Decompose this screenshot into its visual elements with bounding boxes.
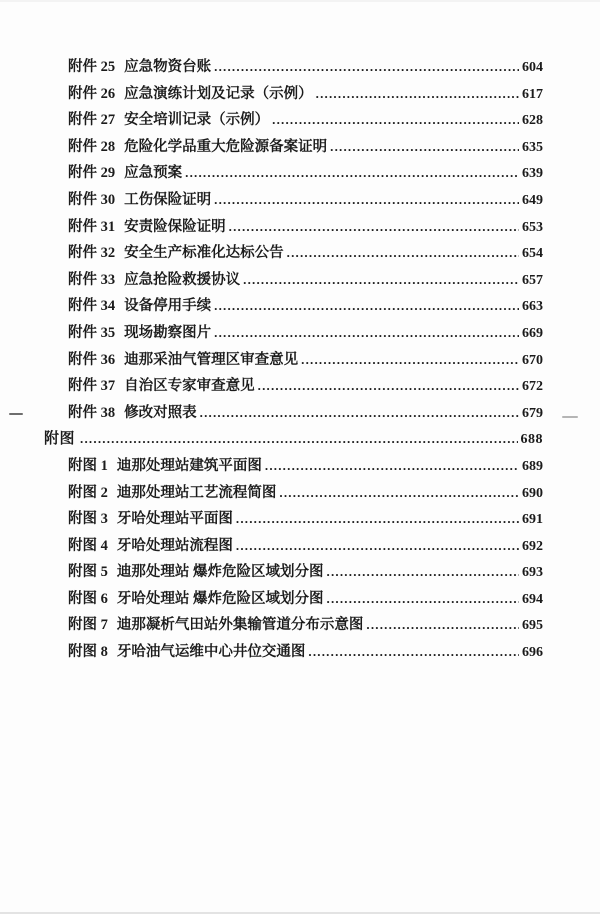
toc-entry-label: 附图 3 [68, 511, 108, 528]
toc-entry-label: 附件 35 [68, 324, 116, 341]
toc-entry-title: 安全培训记录（示例） [124, 112, 270, 129]
toc-entry-page: 639 [522, 166, 543, 182]
toc-entry [0, 586, 600, 613]
toc-entry-label: 附图 4 [68, 537, 108, 554]
toc-dot-leader [214, 293, 519, 320]
toc-entry [0, 453, 600, 480]
toc-entry [0, 81, 600, 108]
toc-entry-page: 669 [522, 325, 543, 341]
toc-entry [0, 480, 600, 507]
toc-entry [0, 533, 600, 560]
toc-entry-title: 危险化学品重大危险源备案证明 [124, 138, 328, 155]
toc-dot-leader [243, 267, 519, 294]
toc-entry-label: 附图 2 [68, 484, 108, 501]
toc-entry-page: 663 [522, 299, 543, 315]
toc-entry-label: 附件 32 [68, 245, 116, 262]
toc-entry [0, 134, 600, 161]
right-margin-scan-mark [562, 416, 578, 418]
toc-dot-leader [287, 240, 519, 267]
toc-entry-label: 附图 6 [68, 590, 108, 607]
toc-entry-page: 691 [522, 512, 543, 528]
toc-entry-label: 附图 8 [68, 644, 108, 661]
toc-entry-label: 附图 1 [68, 457, 108, 474]
toc-entry-page: 653 [522, 219, 543, 235]
toc-entry-label: 附件 30 [68, 191, 116, 208]
toc-entry-page: 628 [522, 113, 543, 129]
toc-entry-page: 679 [522, 405, 543, 421]
toc-dot-leader [236, 506, 519, 533]
toc-entry-label: 附件 34 [68, 298, 116, 315]
toc-entry [0, 559, 600, 586]
toc-entry-title: 安责险保险证明 [124, 218, 226, 235]
toc-entry-title: 现场勘察图片 [124, 324, 212, 341]
toc-dot-leader [185, 160, 519, 187]
toc-entry-label: 附件 27 [68, 112, 116, 129]
toc-entry-page: 654 [522, 246, 543, 262]
toc-dot-leader [327, 559, 520, 586]
toc-entry-title: 迪那处理站建筑平面图 [116, 457, 262, 474]
toc-entry [0, 187, 600, 214]
toc-entry-title: 应急物资台账 [124, 59, 212, 75]
toc-entry-label: 附件 31 [68, 218, 116, 235]
toc-entry-title: 应急演练计划及记录（示例） [124, 85, 313, 102]
toc-entry-title: 迪那凝析气田站外集输管道分布示意图 [116, 617, 364, 634]
toc-dot-leader [366, 612, 519, 639]
toc-entry [0, 267, 600, 294]
toc-entry [0, 347, 600, 374]
toc-entry-page: 617 [522, 86, 543, 102]
toc-dot-leader [330, 134, 519, 161]
toc-entry-title: 工伤保险证明 [124, 191, 212, 208]
toc-dot-leader [316, 81, 519, 108]
toc-entry-label: 附图 [44, 431, 76, 448]
toc-entry-page: 670 [522, 352, 543, 368]
toc-entry [0, 373, 600, 400]
toc-dot-leader [214, 187, 519, 214]
toc-entry-page: 672 [522, 379, 543, 395]
toc-entry-title: 牙哈处理站 爆炸危险区域划分图 [116, 590, 324, 607]
toc-dot-leader [272, 107, 519, 134]
left-margin-scan-mark [9, 413, 23, 415]
toc-list [0, 2, 600, 666]
toc-entry [0, 612, 600, 639]
toc-entry [0, 400, 600, 427]
toc-entry-label: 附件 36 [68, 351, 116, 368]
toc-entry-label: 附件 26 [68, 85, 116, 102]
toc-entry-label: 附图 5 [68, 564, 108, 581]
toc-entry-title: 迪那处理站 爆炸危险区域划分图 [116, 564, 324, 581]
toc-entry [0, 214, 600, 241]
toc-dot-leader [236, 533, 519, 560]
toc-entry-title: 应急预案 [124, 165, 183, 182]
toc-entry-label: 附件 38 [68, 404, 116, 421]
toc-entry-label: 附件 28 [68, 138, 116, 155]
toc-dot-leader [301, 347, 519, 374]
toc-entry-label: 附件 33 [68, 271, 116, 288]
toc-entry-page: 657 [522, 272, 543, 288]
toc-dot-leader [229, 214, 519, 241]
toc-entry-page: 604 [522, 60, 543, 75]
toc-entry-label: 附图 7 [68, 617, 108, 634]
toc-dot-leader [214, 320, 519, 347]
toc-dot-leader [327, 586, 520, 613]
toc-entry-title: 应急抢险救援协议 [124, 271, 241, 288]
toc-entry [0, 240, 600, 267]
toc-entry [0, 160, 600, 187]
toc-entry-title: 迪那处理站工艺流程简图 [116, 484, 277, 501]
toc-entry-page: 695 [522, 618, 543, 634]
toc-entry-title: 自治区专家审查意见 [124, 378, 255, 395]
toc-entry-title: 安全生产标准化达标公告 [124, 245, 284, 262]
toc-entry-page: 690 [522, 485, 543, 501]
toc-entry-page: 693 [522, 565, 543, 581]
toc-entry-page: 689 [522, 458, 543, 474]
toc-dot-leader [308, 639, 519, 666]
toc-entry-title: 牙哈处理站流程图 [116, 537, 233, 554]
toc-entry-page: 649 [522, 192, 543, 208]
toc-entry [0, 320, 600, 347]
toc-entry-page: 696 [522, 645, 543, 661]
toc-entry-title: 迪那采油气管理区审查意见 [124, 351, 299, 368]
toc-entry-label: 附件 37 [68, 378, 116, 395]
toc-entry-page: 635 [522, 139, 543, 155]
toc-entry-label: 附件 25 [68, 59, 116, 75]
toc-entry-title: 设备停用手续 [124, 298, 212, 315]
toc-entry-page: 688 [520, 432, 543, 448]
toc-entry-label: 附件 29 [68, 165, 116, 182]
toc-entry [0, 426, 600, 453]
toc-dot-leader [200, 400, 519, 427]
toc-entry [0, 506, 600, 533]
toc-entry [0, 293, 600, 320]
toc-entry [0, 639, 600, 666]
toc-entry [0, 107, 600, 134]
toc-entry [0, 54, 600, 81]
toc-entry-page: 692 [522, 538, 543, 554]
toc-dot-leader [214, 54, 519, 81]
toc-dot-leader [265, 453, 519, 480]
toc-entry-title: 牙哈油气运维中心井位交通图 [116, 644, 306, 661]
toc-entry-page: 694 [522, 591, 543, 607]
toc-dot-leader [80, 426, 517, 453]
toc-dot-leader [279, 480, 519, 507]
toc-entry-title: 牙哈处理站平面图 [116, 511, 233, 528]
toc-dot-leader [258, 373, 519, 400]
toc-entry-title: 修改对照表 [124, 404, 197, 421]
